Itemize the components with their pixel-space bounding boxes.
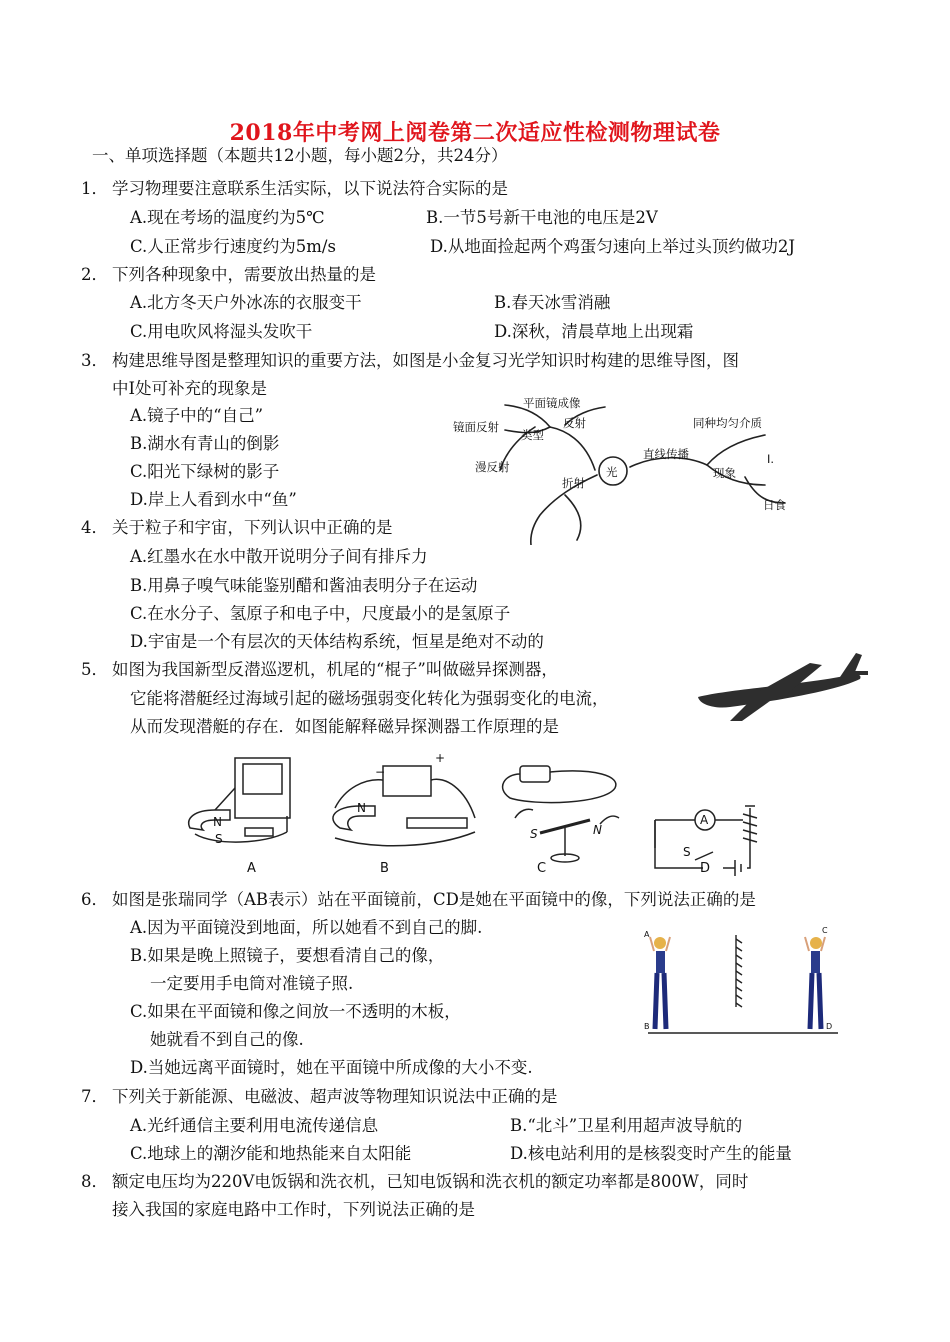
mindmap-label: 平面镜成像	[523, 396, 581, 410]
option-d: D.岸上人看到水中“鱼”	[130, 490, 297, 509]
battery-minus: −	[375, 765, 386, 779]
mindmap-label: 直线传播	[643, 447, 689, 461]
option-d: D.宇宙是一个有层次的天体结构系统，恒星是绝对不动的	[130, 632, 544, 651]
option-a: A.红墨水在水中散开说明分子间有排斥力	[130, 547, 428, 566]
option-a: A.现在考场的温度约为5℃	[130, 208, 325, 227]
svg-text:N: N	[357, 801, 366, 815]
mindmap-center: 光	[606, 465, 618, 479]
mindmap-label: 漫反射	[475, 460, 510, 474]
switch-symbol: S	[683, 845, 691, 859]
section-heading: 一、单项选择题（本题共12小题，每小题2分，共24分）	[92, 146, 508, 165]
question-number: 7．	[81, 1087, 108, 1106]
battery-plus: +	[435, 751, 446, 765]
question-stem-line2: 中Ⅰ处可补充的现象是	[112, 379, 268, 398]
figure-label-b: B	[380, 861, 389, 876]
svg-text:N: N	[593, 823, 602, 837]
figure-label-d: D	[700, 861, 711, 876]
question-stem: 下列各种现象中，需要放出热量的是	[112, 265, 376, 284]
option-b: B.春天冰雪消融	[494, 293, 611, 312]
girl-figure	[650, 937, 670, 1029]
point-d: D	[826, 1022, 833, 1031]
mindmap-label: 类型	[521, 428, 544, 442]
option-c: C.人正常步行速度约为5m/s	[130, 237, 336, 256]
svg-text:S: S	[215, 832, 223, 846]
option-b-cont: 一定要用手电筒对准镜子照.	[150, 974, 354, 993]
q5-options-figure	[175, 748, 775, 878]
mindmap-label: Ⅰ.	[767, 452, 775, 466]
question-number: 4．	[81, 518, 108, 537]
question-number: 8．	[81, 1172, 108, 1191]
mindmap-label: 现象	[713, 466, 736, 480]
option-a: A.因为平面镜没到地面，所以她看不到自己的脚.	[130, 918, 483, 937]
option-a: A.镜子中的“自己”	[130, 406, 264, 425]
ammeter-symbol: A	[700, 813, 709, 827]
option-d: D.当她远离平面镜时，她在平面镜中所成像的大小不变.	[130, 1058, 533, 1077]
question-stem-line2: 它能将潜艇经过海域引起的磁场强弱变化转化为强弱变化的电流，	[130, 689, 609, 708]
svg-text:S: S	[530, 827, 538, 841]
question-stem: 如图是张瑞同学（AB表示）站在平面镜前，CD是她在平面镜中的像，下列说法正确的是	[112, 890, 756, 909]
question-stem: 关于粒子和宇宙，下列认识中正确的是	[112, 518, 393, 537]
question-number: 6．	[81, 890, 108, 909]
mindmap-figure	[445, 385, 815, 545]
question-stem-line3: 从而发现潜艇的存在．如图能解释磁异探测器工作原理的是	[130, 717, 559, 736]
figure-label-c: C	[537, 861, 547, 876]
question-stem: 学习物理要注意联系生活实际，以下说法符合实际的是	[112, 179, 508, 198]
svg-text:N: N	[213, 815, 222, 829]
question-stem: 额定电压均为220V电饭锅和洗衣机，已知电饭锅和洗衣机的额定功率都是800W，同时	[112, 1172, 749, 1191]
option-a: A.北方冬天户外冰冻的衣服变干	[130, 293, 362, 312]
question-number: 2．	[81, 265, 108, 284]
page-title: 2018年中考网上阅卷第二次适应性检测物理试卷	[229, 120, 721, 146]
option-c: C.如果在平面镜和像之间放一不透明的木板，	[130, 1002, 461, 1021]
mirror-figure	[640, 925, 840, 1040]
point-a: A	[644, 930, 650, 939]
question-number: 1．	[81, 179, 108, 198]
question-stem: 下列关于新能源、电磁波、超声波等物理知识说法中正确的是	[112, 1087, 558, 1106]
option-c: C.阳光下绿树的影子	[130, 462, 280, 481]
option-d: D.从地面捡起两个鸡蛋匀速向上举过头顶约做功2J	[430, 237, 795, 256]
option-c: C.地球上的潮汐能和地热能来自太阳能	[130, 1144, 412, 1163]
mindmap-label: 日食	[763, 498, 786, 512]
option-d: D.核电站利用的是核裂变时产生的能量	[510, 1144, 792, 1163]
question-stem: 如图为我国新型反潜巡逻机，机尾的“棍子”叫做磁异探测器，	[112, 660, 558, 679]
option-c-cont: 她就看不到自己的像.	[150, 1030, 304, 1049]
figure-label-a: A	[247, 861, 256, 876]
girl-image-figure	[805, 937, 825, 1029]
point-b: B	[644, 1022, 650, 1031]
patrol-aircraft-image	[690, 645, 870, 725]
mindmap-label: 折射	[562, 476, 585, 490]
option-b: B.用鼻子嗅气味能鉴别醋和酱油表明分子在运动	[130, 576, 478, 595]
option-a: A.光纤通信主要利用电流传递信息	[130, 1116, 379, 1135]
question-number: 3．	[81, 351, 108, 370]
option-c: C.用电吹风将湿头发吹干	[130, 322, 313, 341]
option-b: B.湖水有青山的倒影	[130, 434, 280, 453]
option-b: B.一节5号新干电池的电压是2V	[426, 208, 658, 227]
mindmap-label: 同种均匀介质	[693, 416, 762, 430]
question-number: 5．	[81, 660, 108, 679]
option-d: D.深秋，清晨草地上出现霜	[494, 322, 694, 341]
option-b: B.如果是晚上照镜子，要想看清自己的像，	[130, 946, 445, 965]
question-stem-line2: 接入我国的家庭电路中工作时，下列说法正确的是	[112, 1200, 475, 1219]
mindmap-label: 镜面反射	[453, 420, 499, 434]
option-c: C.在水分子、氢原子和电子中，尺度最小的是氢原子	[130, 604, 511, 623]
question-stem: 构建思维导图是整理知识的重要方法，如图是小金复习光学知识时构建的思维导图，图	[112, 351, 739, 370]
mindmap-label: 反射	[563, 416, 586, 430]
point-c: C	[822, 926, 828, 935]
option-b: B.“北斗”卫星利用超声波导航的	[510, 1116, 743, 1135]
